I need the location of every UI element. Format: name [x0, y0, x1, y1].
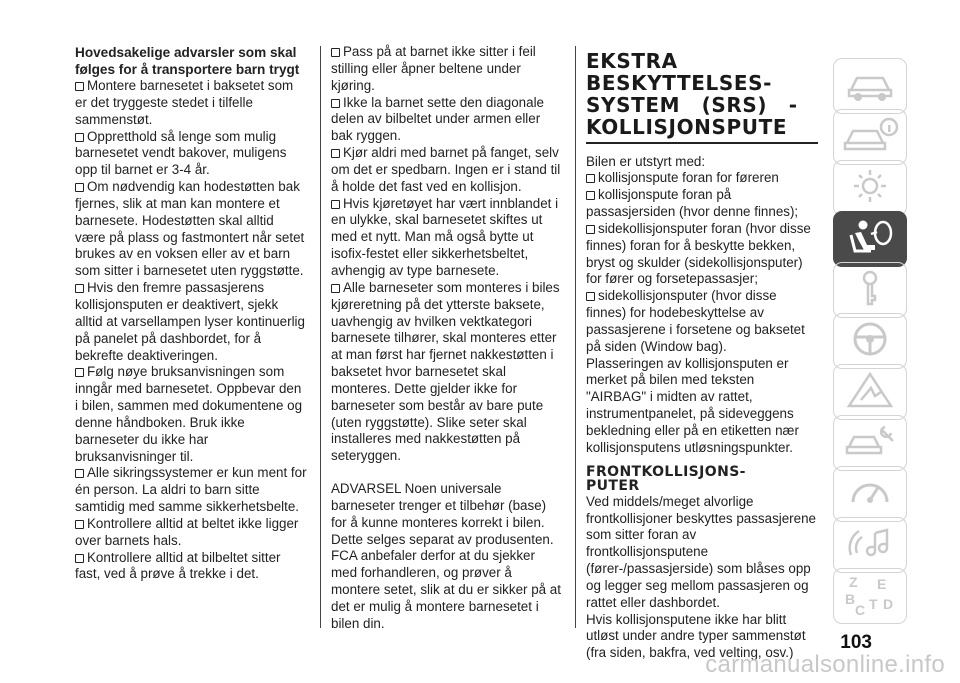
chapter-tab[interactable]: [833, 415, 907, 471]
heading-line: KOLLISJONSPUTE: [586, 115, 788, 139]
square-bullet-icon: [75, 82, 84, 91]
item-text: Om nødvendig kan hodestøtten bak fjernes, slik at man kan montere et barnesete. Hodestøtten skal alltid være på plass og fastmontert når setet brukes av en voksen eller av et barn som sitter i barnesetet uten ryggstøtte.: [75, 179, 305, 279]
item-text: Følg nøye bruksanvisningen som inngår med barnesetet. Oppbevar den i bilen, sammen med dokumentene og denne håndboken. Bruk ikke barneseter du ikke har bruksanvisninger til.: [75, 364, 303, 464]
column-middle-body: [331, 44, 563, 633]
item-text: kollisjonspute foran på passasjersiden (hvor denne finnes);: [586, 187, 799, 220]
service-gauge-icon: [841, 470, 899, 519]
list-item: [331, 196, 563, 280]
page-number: 103: [840, 632, 872, 653]
wrench-car-icon: [841, 419, 899, 468]
subheading-front-airbags: [586, 465, 818, 494]
item-text: kollisjonspute foran for føreren: [598, 170, 779, 186]
subheading-line: PUTER: [586, 478, 640, 495]
index-letter: E: [877, 576, 887, 592]
steering-wheel-icon: [841, 317, 899, 366]
list-item: [75, 550, 307, 584]
list-item: [331, 95, 563, 146]
list-item: [75, 516, 307, 550]
square-bullet-icon: [586, 174, 595, 183]
car-icon: [841, 62, 899, 111]
square-bullet-icon: [75, 183, 84, 192]
heading-rule: [586, 142, 818, 144]
index-letter: B: [845, 591, 856, 607]
watermark: carmanualsonline.info: [705, 651, 945, 678]
square-bullet-icon: [586, 292, 595, 301]
square-bullet-icon: [586, 225, 595, 234]
item-text: Hvis den fremre passasjerens kollisjonsputen er deaktivert, sjekk alltid at varsellampen lyser kontinuerlig på panelet på dashbordet, for å bekrefte deaktiveringen.: [75, 280, 305, 363]
index-letters-icon: [841, 574, 899, 618]
subheading-line: FRONTKOLLISJONS-: [586, 463, 746, 480]
section-heading-child-safety: Hovedsakelige advarsler som skal følges for å transportere barn trygt: [75, 45, 300, 77]
item-text: ADVARSEL Noen universale barneseter trenger et tilbehør (base) for å kunne monteres korrekt i bilen. Dette selges separat av produsenten. FCA anbefaler derfor at du sjekker med forhandleren, og prøver å montere setet, slik at du er sikker på at det er mulig å montere barnesetet i bilen din.: [331, 481, 561, 631]
item-text: Oppretthold så lenge som mulig barnesetet vendt bakover, muligens opp til barnet er 3-4 år.: [75, 128, 287, 178]
item-text: Ved middels/meget alvorlige frontkollisjoner beskyttes passasjerene som sitter foran av frontkollisjonsputene (fører-/passasjerside) som blåses opp og legger seg mellom passasjeren og rattet eller dashbordet.: [586, 493, 816, 610]
square-bullet-icon: [331, 284, 340, 293]
item-text: Ikke la barnet sette den diagonale delen av bilbeltet under armen eller bak ryggen.: [331, 94, 545, 144]
list-item: [586, 170, 818, 187]
heading-line: SYSTEM (SRS) -: [586, 93, 798, 117]
chapter-tab[interactable]: [833, 262, 907, 318]
column-right: [586, 50, 818, 662]
list-item: [75, 129, 307, 180]
item-text: Kontrollere alltid at bilbeltet sitter fast, ved å prøve å trekke i det.: [75, 549, 281, 582]
square-bullet-icon: [331, 200, 340, 209]
airbag-seat-icon: [841, 215, 899, 264]
square-bullet-icon: [75, 469, 84, 478]
list-item: [586, 221, 818, 288]
column-right-body: [586, 154, 818, 663]
chapter-tab[interactable]: [833, 160, 907, 216]
item-text: sidekollisjonsputer (hvor disse finnes) for hodebeskyttelse av passasjerene i forsetene og baksetet på siden (Window bag).: [586, 288, 805, 354]
item-text: Bilen er utstyrt med:: [586, 153, 706, 169]
column-divider: [320, 46, 321, 628]
item-text: sidekollisjonsputer foran (hvor disse finnes) foran for å beskytte bekken, bryst og skulder (sidekollisjonsputer) for fører og forsetepassasjer;: [586, 220, 811, 287]
item-text: Plasseringen av kollisjonsputen er merket på bilen med teksten "AIRBAG" i midten av rattet, instrumentpanelet, på sideveggens bekledning eller på en etiketten nær kollisjonsputens utløsningspunkter.: [586, 355, 799, 455]
heading-line: BESKYTTELSES-: [586, 71, 773, 95]
chapter-tab[interactable]: [833, 58, 907, 114]
list-item: [75, 179, 307, 280]
list-item: [75, 78, 307, 129]
paragraph: [586, 356, 818, 457]
chapter-tab[interactable]: [833, 364, 907, 420]
square-bullet-icon: [75, 520, 84, 529]
column-left-body: [75, 78, 307, 583]
list-item: [586, 288, 818, 355]
chapter-tab[interactable]: [833, 211, 907, 267]
column-divider: [575, 46, 576, 628]
list-item: [586, 187, 818, 221]
index-letter: T: [869, 596, 878, 612]
heading-line: EKSTRA: [586, 49, 678, 73]
paragraph: [331, 481, 563, 633]
paragraph: [586, 154, 818, 171]
list-item: [75, 280, 307, 364]
list-item: [331, 280, 563, 465]
square-bullet-icon: [586, 191, 595, 200]
square-bullet-icon: [331, 149, 340, 158]
chapter-tab[interactable]: [833, 568, 907, 624]
chapter-tab[interactable]: [833, 109, 907, 165]
square-bullet-icon: [75, 554, 84, 563]
square-bullet-icon: [75, 284, 84, 293]
key-ignition-icon: [841, 266, 899, 315]
column-middle: [331, 44, 563, 633]
column-left: [75, 44, 307, 583]
item-text: Hvis kjøretøyet har vært innblandet i en ulykke, skal barnesetet skiftes ut med et nytt. Man må også bytte ut isofix-festet eller sikkerhetsbeltet, avhengig av type barnesete.: [331, 195, 559, 278]
item-text: Hvis kollisjonsputene ikke har blitt utløst under andre typer sammenstøt (fra siden, bakfra, ved velting, osv.): [586, 611, 806, 661]
index-letter: D: [883, 596, 894, 612]
square-bullet-icon: [331, 99, 340, 108]
list-item: [75, 364, 307, 465]
index-letter: Z: [849, 574, 858, 590]
car-info-icon: [841, 113, 899, 162]
sun-light-icon: [841, 164, 899, 213]
square-bullet-icon: [75, 368, 84, 377]
list-item: [75, 465, 307, 516]
list-item: [331, 44, 563, 95]
multimedia-icon: [841, 521, 899, 570]
chapter-tab[interactable]: [833, 517, 907, 573]
item-text: Pass på at barnet ikke sitter i feil stilling eller åpner beltene under kjøring.: [331, 44, 536, 93]
item-text: Kjør aldri med barnet på fanget, selv om det er spedbarn. Ingen er i stand til å holde det fast ved en kollisjon.: [331, 145, 561, 194]
paragraph-gap: [331, 465, 563, 481]
square-bullet-icon: [331, 48, 340, 57]
item-text: Alle sikringssystemer er kun ment for én person. La aldri to barn sitte samtidig med samme sikkerhetsbelte.: [75, 465, 307, 515]
item-text: Kontrollere alltid at beltet ikke ligger over barnets hals.: [75, 515, 299, 548]
item-text: Alle barneseter som monteres i biles kjøreretning på det ytterste baksete, uavhengig av hvilken vektkategori barnesete tilhører, skal monteres etter at man først har fjernet nakkestøtten i baksetet hvor barnesetet skal monteres. Dette gjelder ikke for barneseter som består av bare pute (uten ryggstøtte). Slike seter skal installeres med nakkestøtten på seteryggen.: [331, 279, 560, 464]
chapter-tab[interactable]: [833, 466, 907, 522]
section-heading-srs: [586, 50, 818, 138]
warning-triangle-icon: [841, 368, 899, 417]
chapter-tab[interactable]: [833, 313, 907, 369]
square-bullet-icon: [75, 133, 84, 142]
paragraph: [586, 494, 818, 612]
index-letter: C: [855, 602, 866, 618]
list-item: [331, 145, 563, 196]
chapter-tab-sidebar: [825, 58, 914, 618]
item-text: Montere barnesetet i baksetet som er det tryggeste stedet i tilfelle sammenstøt.: [75, 78, 294, 127]
